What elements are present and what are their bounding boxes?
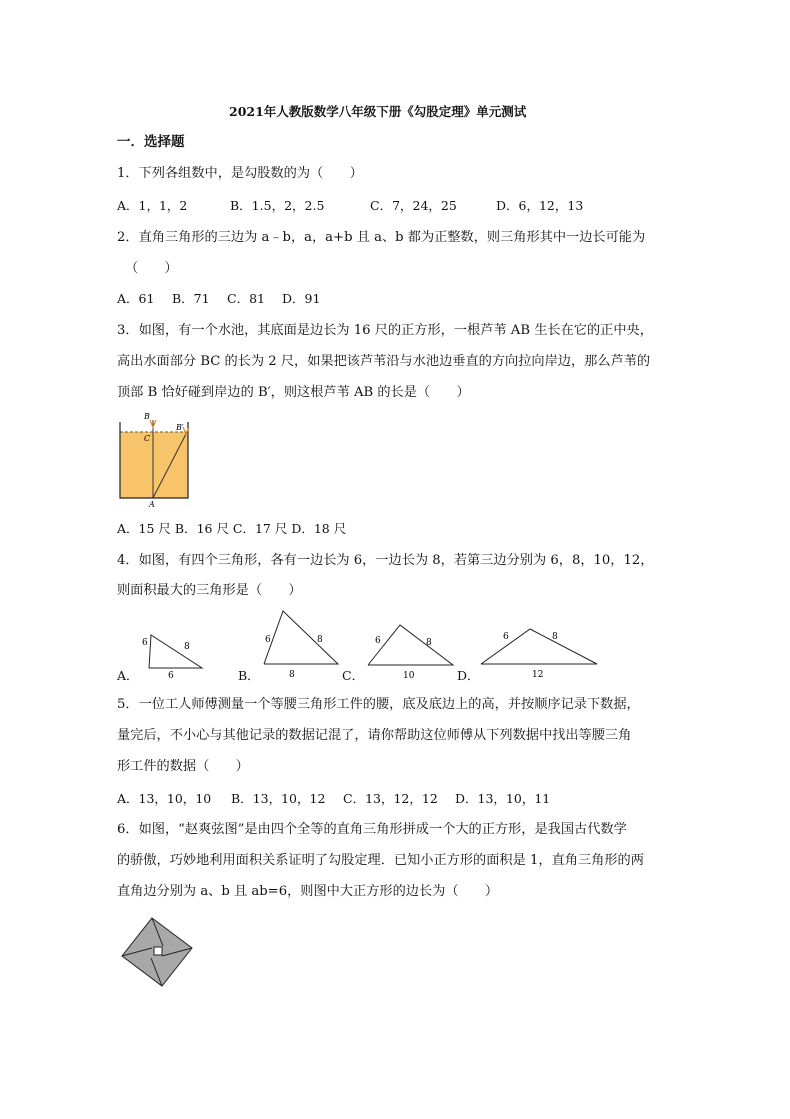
question-2-stem-line-2: （ ） bbox=[125, 261, 178, 276]
label-a: A bbox=[149, 500, 155, 509]
triangle-b-shape bbox=[264, 611, 338, 664]
triangle-c bbox=[363, 620, 458, 685]
question-3-stem-line-2: 高出水面部分 BC 的长为 2 尺，如果把该芦苇沿与水池边垂直的方向拉向岸边，那么芦苇的 bbox=[117, 354, 651, 369]
question-3-stem-line-1: 3．如图，有一个水池，其底面是边长为 16 尺的正方形，一根芦苇 AB 生长在它的正中央， bbox=[117, 323, 653, 338]
triangle-b bbox=[258, 605, 343, 685]
option-d: D．13，10，11 bbox=[455, 791, 551, 806]
question-6-stem-line-3: 直角边分别为 a、b 且 ab=6，则图中大正方形的边长为（ ） bbox=[117, 884, 499, 899]
option-c: C．7，24，25 bbox=[370, 198, 457, 213]
section-heading: 一．选择题 bbox=[117, 134, 185, 150]
option-a-letter: A． bbox=[117, 668, 139, 683]
question-1-options bbox=[117, 198, 583, 214]
triangle-c-left-side: 6 bbox=[375, 636, 381, 646]
triangle-c-right-side: 8 bbox=[426, 638, 432, 648]
triangle-b-right-side: 8 bbox=[317, 635, 323, 645]
triangle-a-shape bbox=[149, 635, 202, 668]
triangle-a bbox=[138, 628, 208, 683]
triangle-c-shape bbox=[368, 625, 453, 665]
label-b-prime: B′ bbox=[176, 423, 184, 432]
triangle-a-right-side: 8 bbox=[184, 642, 190, 652]
triangle-a-base: 6 bbox=[168, 671, 174, 681]
option-b-letter: B． bbox=[238, 668, 260, 683]
question-1-stem: 1．下列各组数中，是勾股数的为（ ） bbox=[117, 166, 363, 181]
question-2-stem-line-1: 2．直角三角形的三边为 a﹣b，a，a+b 且 a、b 都为正整数，则三角形其中一边长可能为 bbox=[117, 230, 646, 245]
option-a: A．1，1，2 bbox=[117, 198, 188, 213]
triangle-d-shape bbox=[481, 629, 597, 664]
pool-water bbox=[120, 432, 188, 498]
triangle-b-left-side: 6 bbox=[265, 635, 271, 645]
question-4-stem-line-2: 则面积最大的三角形是（ ） bbox=[117, 583, 302, 598]
option-b: B．13，10，12 bbox=[231, 791, 326, 806]
triangle-a-left-side: 6 bbox=[142, 638, 148, 648]
option-b: B．1.5，2，2.5 bbox=[230, 198, 325, 213]
question-6-stem-line-2: 的骄傲，巧妙地利用面积关系证明了勾股定理．已知小正方形的面积是 1，直角三角形的两 bbox=[117, 853, 644, 868]
question-4-stem-line-1: 4．如图，有四个三角形，各有一边长为 6，一边长为 8，若第三边分别为 6，8，10，12， bbox=[117, 553, 654, 568]
triangle-b-base: 8 bbox=[289, 670, 295, 680]
option-a: A．61 bbox=[117, 291, 155, 306]
zhao-shuang-string-diagram bbox=[118, 912, 198, 990]
question-3-stem-line-3: 顶部 B 恰好碰到岸边的 B′，则这根芦苇 AB 的长是（ ） bbox=[117, 385, 470, 400]
water-pool-figure bbox=[112, 410, 197, 510]
question-5-stem-line-2: 量完后，不小心与其他记录的数据记混了，请你帮助这位师傅从下列数据中找出等腰三角 bbox=[117, 728, 632, 743]
option-d: D．6，12，13 bbox=[496, 198, 584, 213]
option-c: C．81 bbox=[227, 291, 265, 306]
option-d: D．91 bbox=[282, 291, 321, 306]
option-d-letter: D． bbox=[457, 668, 480, 683]
triangle-c-base: 10 bbox=[403, 671, 415, 681]
question-5-stem-line-3: 形工件的数据（ ） bbox=[117, 759, 249, 774]
label-c: C bbox=[144, 434, 151, 443]
question-2-options bbox=[117, 291, 320, 307]
option-c-letter: C． bbox=[342, 668, 365, 683]
page-title: 2021年人教版数学八年级下册《勾股定理》单元测试 bbox=[229, 104, 527, 119]
option-c: C．13，12，12 bbox=[343, 791, 438, 806]
triangle-d bbox=[476, 620, 601, 685]
label-b: B bbox=[144, 412, 150, 421]
option-b: B．71 bbox=[172, 291, 210, 306]
question-3-options: A．15 尺 B．16 尺 C．17 尺 D．18 尺 bbox=[117, 521, 347, 536]
question-5-options bbox=[117, 791, 550, 807]
question-5-stem-line-1: 5．一位工人师傅测量一个等腰三角形工件的腰，底及底边上的高，并按顺序记录下数据， bbox=[117, 697, 640, 712]
question-6-stem-line-1: 6．如图，“赵爽弦图”是由四个全等的直角三角形拼成一个大的正方形，是我国古代数学 bbox=[117, 822, 627, 837]
small-square bbox=[154, 947, 162, 955]
triangle-d-base: 12 bbox=[532, 670, 544, 680]
option-a: A．13，10，10 bbox=[117, 791, 212, 806]
triangle-d-left-side: 6 bbox=[503, 632, 509, 642]
triangle-d-right-side: 8 bbox=[552, 632, 558, 642]
